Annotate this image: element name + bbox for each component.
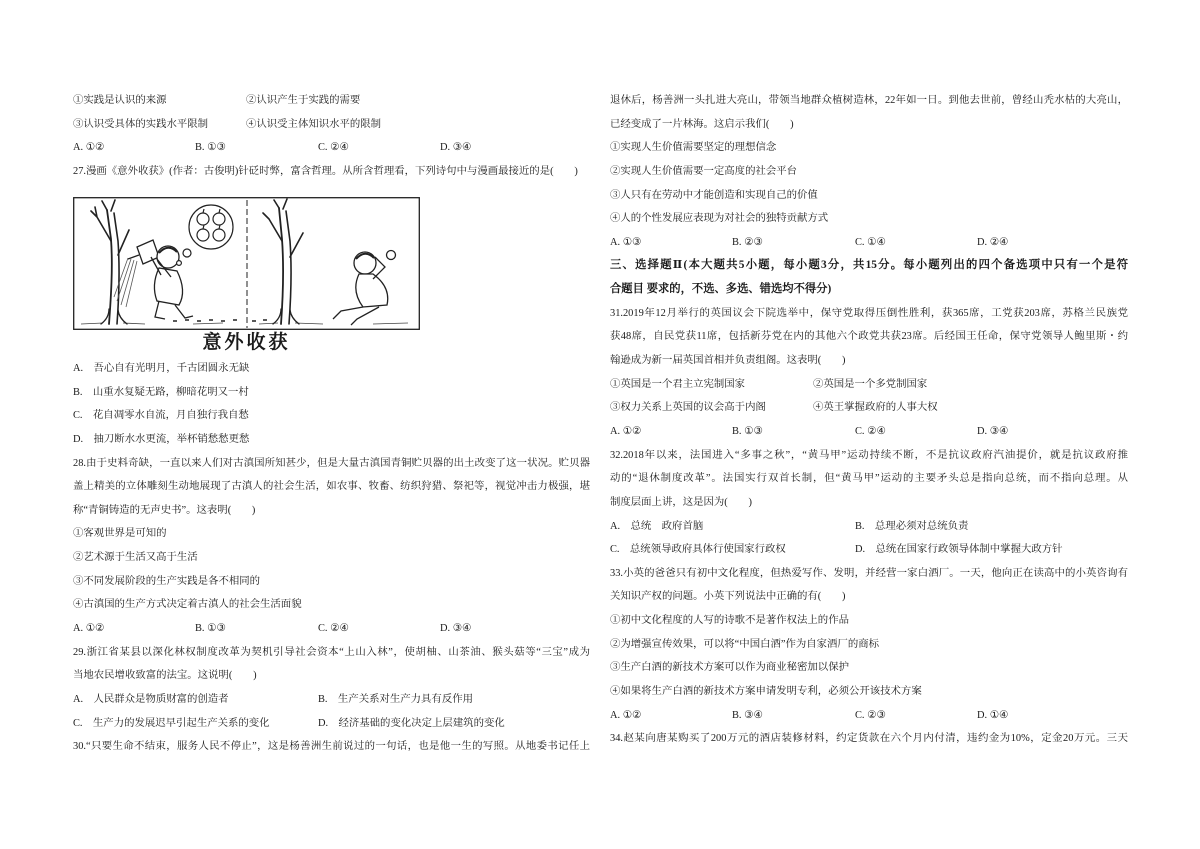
q28-stem-line-3: 称“青铜铸造的无声史书”。这表明( ) bbox=[73, 504, 256, 516]
q31-option-c: C. ②④ bbox=[855, 425, 886, 437]
q28-stem-line-2: 盖上精美的立体雕刻生动地展现了古滇人的社会生活，如农事、牧畜、纺织狩猎、祭祀等，视觉冲击力极强，堪 bbox=[73, 481, 590, 493]
q29-options-row-2 bbox=[73, 712, 590, 736]
q31-stem-line-2: 获48席，自民党获11席，包括新芬党在内的其他六个政党共获23席。后经国王任命，保守党领导人鲍里斯・约 bbox=[610, 331, 1128, 343]
q26-statement-1: ①实践是认识的来源 bbox=[73, 95, 167, 106]
q28-stem-line-1: 28.由于史料奇缺，一直以来人们对古滇国所知甚少，但是大量古滇国青铜贮贝器的出土改变了这一状况。贮贝器 bbox=[73, 457, 590, 469]
q27-stem: 27.漫画《意外收获》(作者：古俊明)针砭时弊，富含哲理。从所含哲理看，下列诗句中与漫画最接近的是( ) bbox=[73, 165, 578, 177]
q30-option-c: C. ①④ bbox=[855, 236, 886, 248]
q26-options bbox=[73, 136, 590, 160]
q33-stem-line-2: 关知识产权的问题。小英下列说法中正确的有( ) bbox=[610, 591, 846, 603]
q29-option-b: B. 生产关系对生产力具有反作用 bbox=[318, 693, 473, 705]
q33-options bbox=[610, 704, 1128, 728]
q32-option-c: C. 总统领导政府具体行使国家行政权 bbox=[610, 544, 786, 556]
q27-option-d: D. 抽刀断水水更流，举杯销愁愁更愁 bbox=[73, 433, 250, 445]
q28-option-b: B. ①③ bbox=[195, 623, 226, 634]
q30-option-d: D. ②④ bbox=[977, 236, 1009, 248]
q28-option-d: D. ③④ bbox=[440, 623, 472, 634]
q32-stem-line-1: 32.2018年以来，法国进入“多事之秋”，“黄马甲”运动持续不断，不是抗议政府汽油提价，就是抗议政府推 bbox=[610, 449, 1128, 461]
q33-option-a: A. ①② bbox=[610, 709, 642, 721]
left-column bbox=[73, 89, 590, 759]
q30-statement-1: ①实现人生价值需要坚定的理想信念 bbox=[610, 142, 777, 154]
q33-option-b: B. ③④ bbox=[732, 709, 763, 721]
q31-statement-3: ③权力关系上英国的议会高于内阁 bbox=[610, 402, 766, 414]
q32-options-row-1 bbox=[610, 515, 1128, 539]
q26-statement-3: ③认识受具体的实践水平限制 bbox=[73, 118, 209, 130]
q28-statement-1: ①客观世界是可知的 bbox=[73, 528, 167, 540]
q33-option-c: C. ②③ bbox=[855, 709, 886, 721]
q32-option-a: A. 总统 政府首脑 bbox=[610, 520, 704, 532]
q33-statement-1: ①初中文化程度的人写的诗歌不是著作权法上的作品 bbox=[610, 615, 849, 627]
q32-stem-line-3: 制度层面上讲，这是因为( ) bbox=[610, 496, 752, 508]
q28-options bbox=[73, 617, 590, 641]
q27-option-a: A. 吾心自有光明月，千古团圆永无缺 bbox=[73, 362, 250, 374]
q31-option-a: A. ①② bbox=[610, 425, 642, 437]
q26-statement-4: ④认识受主体知识水平的限制 bbox=[246, 118, 382, 130]
q31-statement-row-1 bbox=[610, 373, 1128, 397]
q31-stem-line-3: 翰逊成为新一届英国首相并负责组阁。这表明( ) bbox=[610, 355, 846, 367]
q33-option-d: D. ①④ bbox=[977, 709, 1009, 721]
q32-options-row-2 bbox=[610, 538, 1128, 562]
q32-stem-line-2: 动的“退休制度改革”。法国实行双首长制，但“黄马甲”运动的主要矛头总是指向总统，而不指向总理。从 bbox=[610, 473, 1128, 485]
q26-statement-2: ②认识产生于实践的需要 bbox=[246, 95, 361, 106]
q28-option-c: C. ②④ bbox=[318, 623, 349, 634]
q34-stem-line-1: 34.赵某向唐某购买了200万元的酒店装修材料，约定货款在六个月内付清，违约金为10%，定金20万元。三天 bbox=[610, 733, 1128, 745]
q30-options bbox=[610, 231, 1128, 255]
section-heading-line-2: 合题目 要求的，不选、多选、错选均不得分) bbox=[610, 283, 832, 296]
q27-option-c: C. 花自凋零水自流，月自独行我自愁 bbox=[73, 410, 249, 422]
q26-option-b: B. ①③ bbox=[195, 142, 226, 154]
q30-stem-line-2: 退休后，杨善洲一头扎进大亮山，带领当地群众植树造林，22年如一日。到他去世前，曾经山秃水枯的大亮山， bbox=[610, 95, 1128, 106]
q29-stem-line-1: 29.浙江省某县以深化林权制度改革为契机引导社会资本“上山入林”，使胡柚、山茶油、猴头菇等“三宝”成为 bbox=[73, 646, 590, 658]
q29-option-c: C. 生产力的发展迟早引起生产关系的变化 bbox=[73, 717, 270, 729]
q30-option-b: B. ②③ bbox=[732, 236, 763, 248]
q29-option-d: D. 经济基础的变化决定上层建筑的变化 bbox=[318, 717, 505, 729]
q31-statement-4: ④英王掌握政府的人事大权 bbox=[813, 402, 938, 414]
section-heading-line-1: 三、选择题Ⅱ(本大题共5小题，每小题3分，共15分。每小题列出的四个备选项中只有一个是符 bbox=[610, 259, 1128, 272]
q30-stem-line-1: 30.“只要生命不结束，服务人民不停止”，这是杨善洲生前说过的一句话，也是他一生的写照。从地委书记任上 bbox=[73, 741, 590, 753]
q33-statement-2: ②为增强宣传效果，可以将“中国白酒”作为自家酒厂的商标 bbox=[610, 638, 879, 650]
q29-option-a: A. 人民群众是物质财富的创造者 bbox=[73, 693, 229, 705]
q29-options-row-1 bbox=[73, 688, 590, 712]
q31-option-b: B. ①③ bbox=[732, 425, 763, 437]
q26-statement-row-2 bbox=[73, 113, 590, 137]
q31-statement-row-2 bbox=[610, 396, 1128, 420]
q30-statement-4: ④人的个性发展应表现为对社会的独特贡献方式 bbox=[610, 213, 829, 225]
cartoon-figure bbox=[73, 184, 590, 357]
q30-stem-line-3: 已经变成了一片林海。这启示我们( ) bbox=[610, 118, 794, 130]
q31-statement-2: ②英国是一个多党制国家 bbox=[813, 378, 928, 390]
q28-statement-4: ④古滇国的生产方式决定着古滇人的社会生活面貌 bbox=[73, 599, 302, 611]
q30-option-a: A. ①③ bbox=[610, 236, 642, 248]
q26-option-d: D. ③④ bbox=[440, 142, 472, 154]
q31-statement-1: ①英国是一个君主立宪制国家 bbox=[610, 378, 746, 390]
q28-option-a: A. ①② bbox=[73, 623, 105, 634]
q32-option-d: D. 总统在国家行政领导体制中掌握大政方针 bbox=[855, 544, 1063, 556]
q32-option-b: B. 总理必须对总统负责 bbox=[855, 520, 969, 532]
q26-option-a: A. ①② bbox=[73, 142, 105, 154]
q31-options bbox=[610, 420, 1128, 444]
q33-statement-4: ④如果将生产白酒的新技术方案申请发明专利，必须公开该技术方案 bbox=[610, 686, 922, 698]
q27-option-b: B. 山重水复疑无路，柳暗花明又一村 bbox=[73, 386, 249, 398]
q29-stem-line-2: 当地农民增收致富的法宝。这说明( ) bbox=[73, 670, 257, 682]
q30-statement-3: ③人只有在劳动中才能创造和实现自己的价值 bbox=[610, 189, 818, 201]
q31-stem-line-1: 31.2019年12月举行的英国议会下院选举中，保守党取得压倒性胜利，获365席，工党获203席，苏格兰民族党 bbox=[610, 307, 1128, 319]
q26-statement-row-1 bbox=[73, 89, 590, 113]
q28-statement-3: ③不同发展阶段的生产实践是各不相同的 bbox=[73, 575, 261, 587]
q28-statement-2: ②艺术源于生活又高于生活 bbox=[73, 552, 198, 564]
q26-option-c: C. ②④ bbox=[318, 142, 349, 154]
cartoon-image bbox=[73, 197, 420, 330]
cartoon-caption: 意外收获 bbox=[202, 330, 291, 353]
right-column bbox=[610, 89, 1128, 751]
q33-stem-line-1: 33.小英的爸爸只有初中文化程度，但热爱写作、发明，并经营一家白酒厂。一天，他向正在读高中的小英咨询有 bbox=[610, 567, 1128, 579]
apple-icon bbox=[387, 250, 396, 259]
q30-statement-2: ②实现人生价值需要一定高度的社会平台 bbox=[610, 165, 798, 177]
q33-statement-3: ③生产白酒的新技术方案可以作为商业秘密加以保护 bbox=[610, 662, 849, 674]
q31-option-d: D. ③④ bbox=[977, 425, 1009, 437]
